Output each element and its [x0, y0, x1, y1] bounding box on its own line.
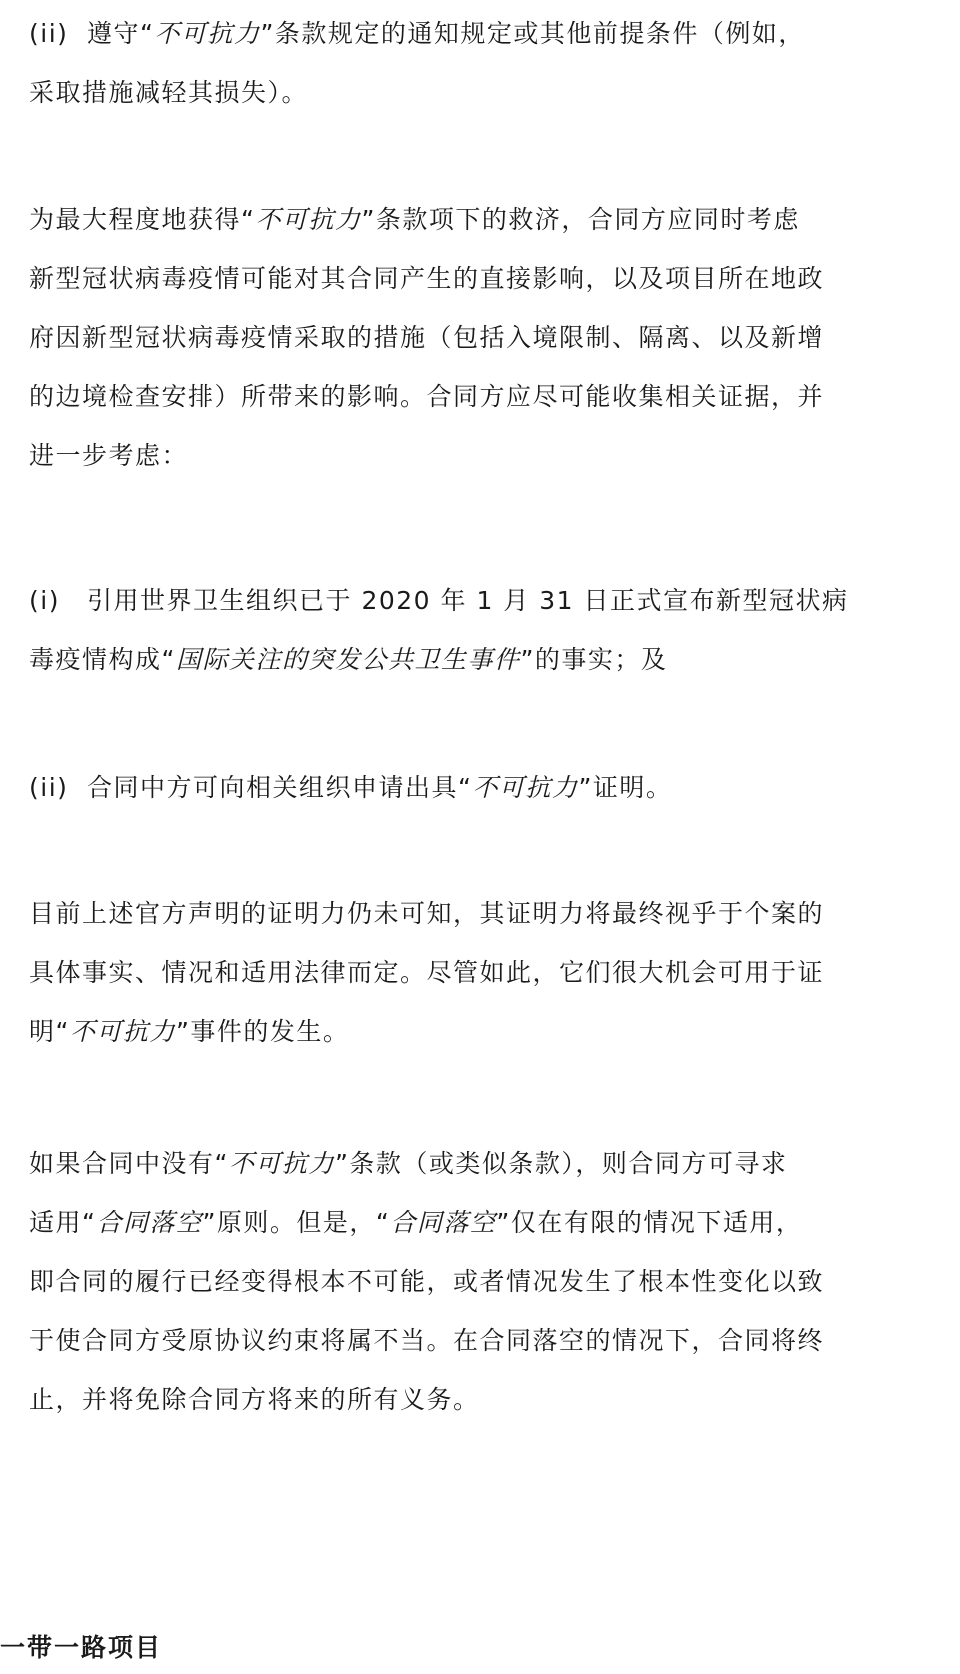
text-line: (ii) 合同中方可向相关组织申请出具“不可抗力”证明。: [29, 758, 929, 817]
emphasis-term: 不可抗力: [472, 773, 579, 802]
text-line: 毒疫情构成“国际关注的突发公共卫生事件”的事实；及: [29, 645, 668, 674]
text-line: 采取措施减轻其损失）。: [29, 78, 309, 107]
emphasis-term: 合同落空: [96, 1208, 203, 1237]
text-line: 具体事实、情况和适用法律而定。尽管如此，它们很大机会可用于证: [29, 958, 825, 987]
text-line: 于使合同方受原协议约束将属不当。在合同落空的情况下，合同将终: [29, 1326, 825, 1355]
text-line: (i) 引用世界卫生组织已于 2020 年 1 月 31 日正式宣布新型冠状病: [29, 571, 929, 630]
emphasis-term: 不可抗力: [228, 1149, 335, 1178]
text-line: 如果合同中没有“不可抗力”条款（或类似条款），则合同方可寻求: [29, 1149, 788, 1178]
list-marker: (i): [29, 586, 60, 615]
text-line: 止，并将免除合同方将来的所有义务。: [29, 1385, 480, 1414]
text-line: 进一步考虑：: [29, 441, 189, 470]
list-marker: (ii): [29, 19, 69, 48]
paragraph-evidence: [29, 884, 929, 1061]
text-line: 即合同的履行已经变得根本不可能，或者情况发生了根本性变化以致: [29, 1267, 825, 1296]
text-line: 明“不可抗力”事件的发生。: [29, 1017, 350, 1046]
paragraph-frustration: [29, 1134, 929, 1429]
text-line: 府因新型冠状病毒疫情采取的措施（包括入境限制、隔离、以及新增: [29, 323, 825, 352]
emphasis-term: 不可抗力: [255, 205, 362, 234]
text-line: 为最大程度地获得“不可抗力”条款项下的救济，合同方应同时考虑: [29, 205, 800, 234]
section-heading: 一带一路项目: [0, 1633, 163, 1662]
list-item-ii: [29, 758, 929, 817]
text-line: 的边境检查安排）所带来的影响。合同方应尽可能收集相关证据，并: [29, 382, 825, 411]
emphasis-term: 不可抗力: [69, 1017, 176, 1046]
text-line: (ii) 遵守“不可抗力”条款规定的通知规定或其他前提条件（例如，: [29, 4, 929, 63]
text-line: 目前上述官方声明的证明力仍未可知，其证明力将最终视乎于个案的: [29, 899, 825, 928]
emphasis-term: 合同落空: [390, 1208, 497, 1237]
paragraph-remedies: [29, 190, 929, 485]
list-item-ii-top: [29, 4, 929, 122]
emphasis-term: 不可抗力: [154, 19, 261, 48]
text-line: 新型冠状病毒疫情可能对其合同产生的直接影响，以及项目所在地政: [29, 264, 825, 293]
list-item-i: [29, 571, 929, 689]
text-line: 适用“合同落空”原则。但是，“合同落空”仅在有限的情况下适用，: [29, 1208, 803, 1237]
emphasis-term: 国际关注的突发公共卫生事件: [175, 645, 521, 674]
list-marker: (ii): [29, 773, 69, 802]
